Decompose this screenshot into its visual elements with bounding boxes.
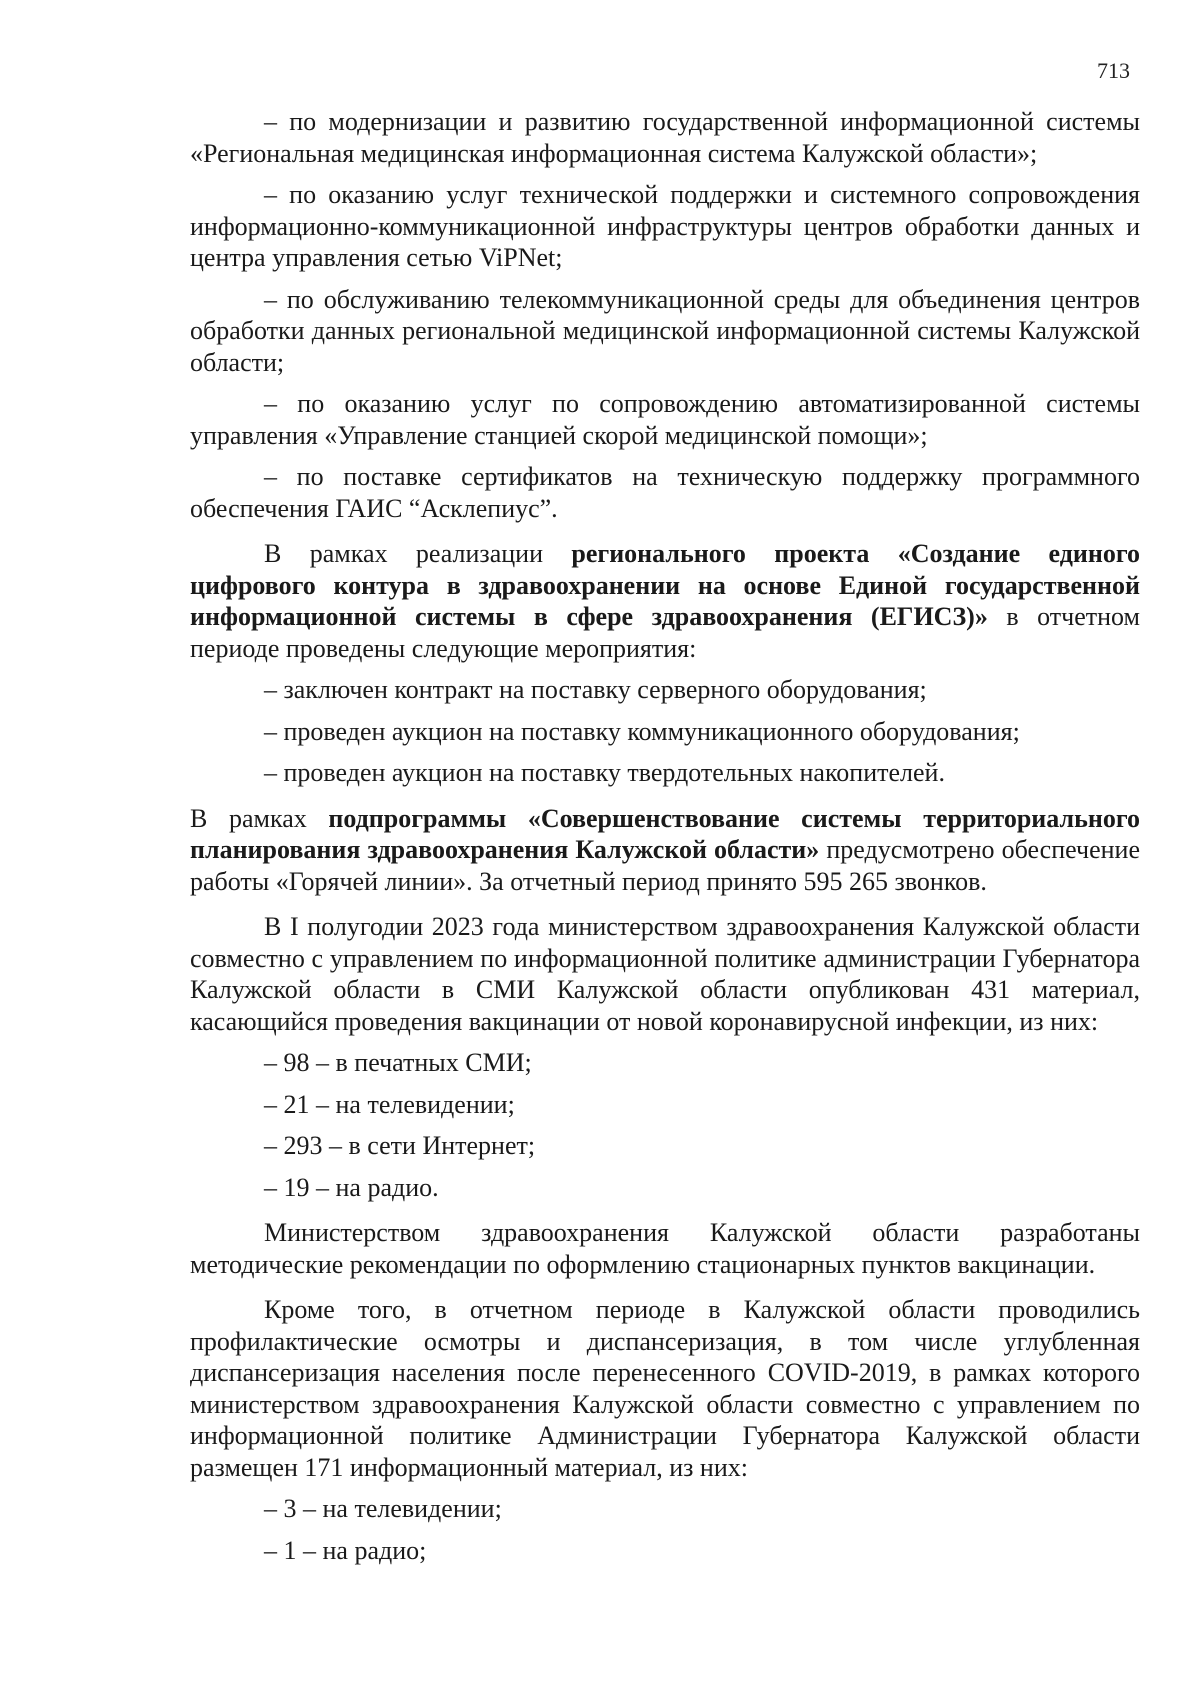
list-item: – по поставке сертификатов на техническую поддержку программного обеспечения ГАИС “Асклепиус”.	[190, 462, 1140, 523]
project-item: – проведен аукцион на поставку коммуникационного оборудования;	[264, 716, 1020, 746]
subprogram-name: подпрограммы «Совершенствование системы территориального планирования здравоохранения Калужской области»	[190, 803, 1140, 864]
subprogram-paragraph	[190, 803, 1140, 898]
project-paragraph-tail: в отчетном периоде проведены следующие мероприятия:	[190, 602, 1140, 663]
checkups-paragraph: Кроме того, в отчетном периоде в Калужской области проводились профилактические осмотры и диспансеризация, в том числе углубленная диспансеризация населения после перенесенного COVID-2019, в рамках которого министерством здравоохранения Калужской области совместно с управлением по информационной политике Администрации Губернатора Калужской области размещен 171 информационный материал, из них:	[190, 1295, 1140, 1482]
list-item: – по оказанию услуг технической поддержки и системного сопровождения информационно-коммуникационной инфраструктуры центров обработки данных и центра управления сетью ViPNet;	[190, 180, 1140, 272]
vaccination-item: – 19 – на радио.	[264, 1172, 439, 1202]
list-item: – по модернизации и развитию государственной информационной системы «Региональная медицинская информационная система Калужской области»;	[190, 107, 1140, 168]
project-name: регионального проекта «Создание единого цифрового контура в здравоохранении на основе Единой государственной информационной системы в сфере здравоохранения (ЕГИСЗ)»	[190, 539, 1140, 631]
vaccination-item: – 21 – на телевидении;	[264, 1089, 515, 1119]
vaccination-paragraph: В I полугодии 2023 года министерством здравоохранения Калужской области совместно с управлением по информационной политике администрации Губернатора Калужской области в СМИ Калужской области опубликован 431 материал, касающийся проведения вакцинации от новой коронавирусной инфекции, из них:	[190, 912, 1140, 1036]
recommendations-paragraph: Министерством здравоохранения Калужской области разработаны методические рекомендации по оформлению стационарных пунктов вакцинации.	[190, 1218, 1140, 1279]
list-item: – по обслуживанию телекоммуникационной среды для объединения центров обработки данных региональной медицинской информационной системы Калужской области;	[190, 284, 1140, 377]
project-item: – заключен контракт на поставку серверного оборудования;	[264, 675, 927, 704]
project-paragraph	[190, 538, 1140, 664]
project-item: – проведен аукцион на поставку твердотельных накопителей.	[264, 758, 945, 787]
checkups-item: – 3 – на телевидении;	[264, 1494, 502, 1523]
checkups-item: – 1 – на радио;	[264, 1535, 427, 1565]
list-item: – по оказанию услуг по сопровождению автоматизированной системы управления «Управление станцией скорой медицинской помощи»;	[190, 389, 1140, 450]
page-number: 713	[1097, 58, 1130, 83]
subprogram-paragraph-tail: предусмотрено обеспечение работы «Горячей линии». За отчетный период принято 595 265 звонков.	[190, 835, 1141, 896]
document-body	[190, 106, 1140, 1576]
subprogram-paragraph-lead: В рамках	[190, 803, 329, 833]
project-paragraph-lead: В рамках реализации	[264, 539, 572, 568]
vaccination-item: – 293 – в сети Интернет;	[264, 1131, 536, 1160]
vaccination-item: – 98 – в печатных СМИ;	[264, 1048, 532, 1077]
